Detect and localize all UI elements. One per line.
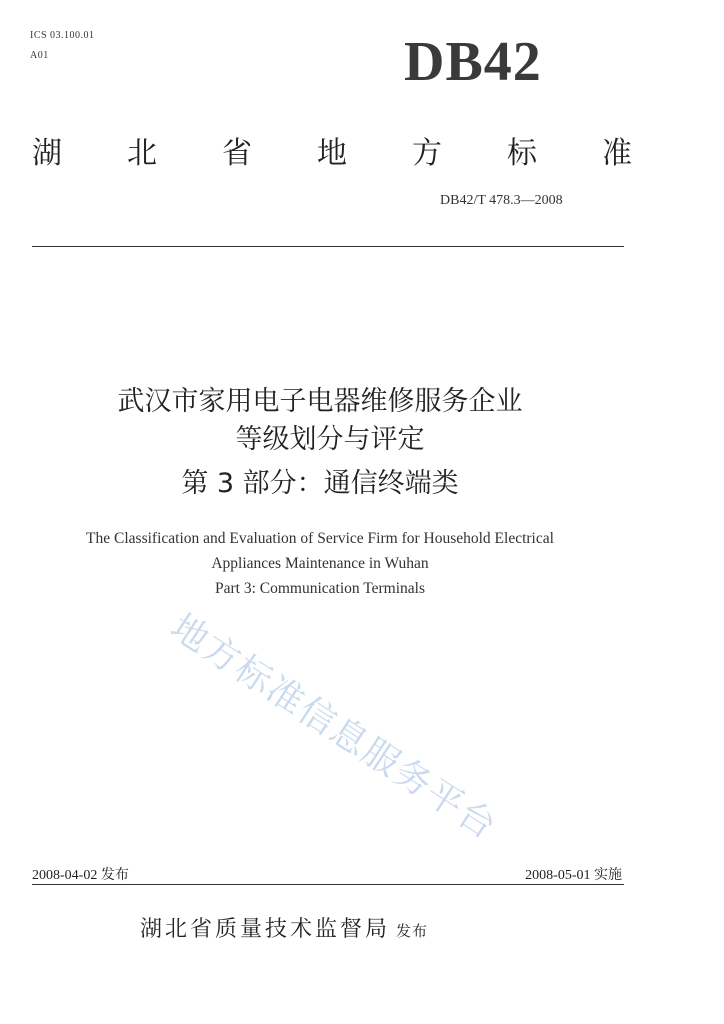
publisher-name: 湖北省质量技术监督局 (140, 917, 391, 942)
standard-brand-logo: DB42 (404, 31, 542, 93)
issuer-title-char: 准 (602, 136, 632, 171)
header-divider (32, 246, 624, 247)
standard-number: DB42/T 478.3—2008 (440, 193, 563, 208)
watermark: 地方标准信息服务平台 (163, 606, 505, 849)
issuer-title (32, 128, 632, 172)
en-title-line-2: Appliances Maintenance in Wuhan (211, 555, 429, 572)
issuer-title-char: 湖 (32, 136, 62, 171)
issuer-title-char: 地 (317, 136, 347, 171)
en-title-line-1: The Classification and Evaluation of Service Firm for Household Electrical (86, 530, 554, 547)
publish-date: 2008-04-02 发布 (32, 868, 129, 883)
cn-title-line-2: 等级划分与评定 (235, 424, 425, 455)
publisher (140, 912, 428, 943)
category-code: A01 (30, 50, 49, 61)
cn-title-line-3: 第 3 部分：通信终端类 (181, 468, 459, 499)
issuer-title-char: 北 (127, 136, 157, 171)
publisher-suffix: 发布 (396, 922, 429, 940)
cn-title-line-1: 武汉市家用电子电器维修服务企业 (117, 386, 523, 417)
ics-code: ICS 03.100.01 (30, 30, 95, 41)
issuer-title-char: 标 (507, 136, 537, 171)
effective-date: 2008-05-01 实施 (525, 868, 622, 883)
issuer-title-char: 方 (412, 136, 442, 171)
footer-divider (32, 884, 624, 885)
en-title-line-3: Part 3: Communication Terminals (214, 580, 425, 597)
issuer-title-char: 省 (222, 136, 252, 171)
